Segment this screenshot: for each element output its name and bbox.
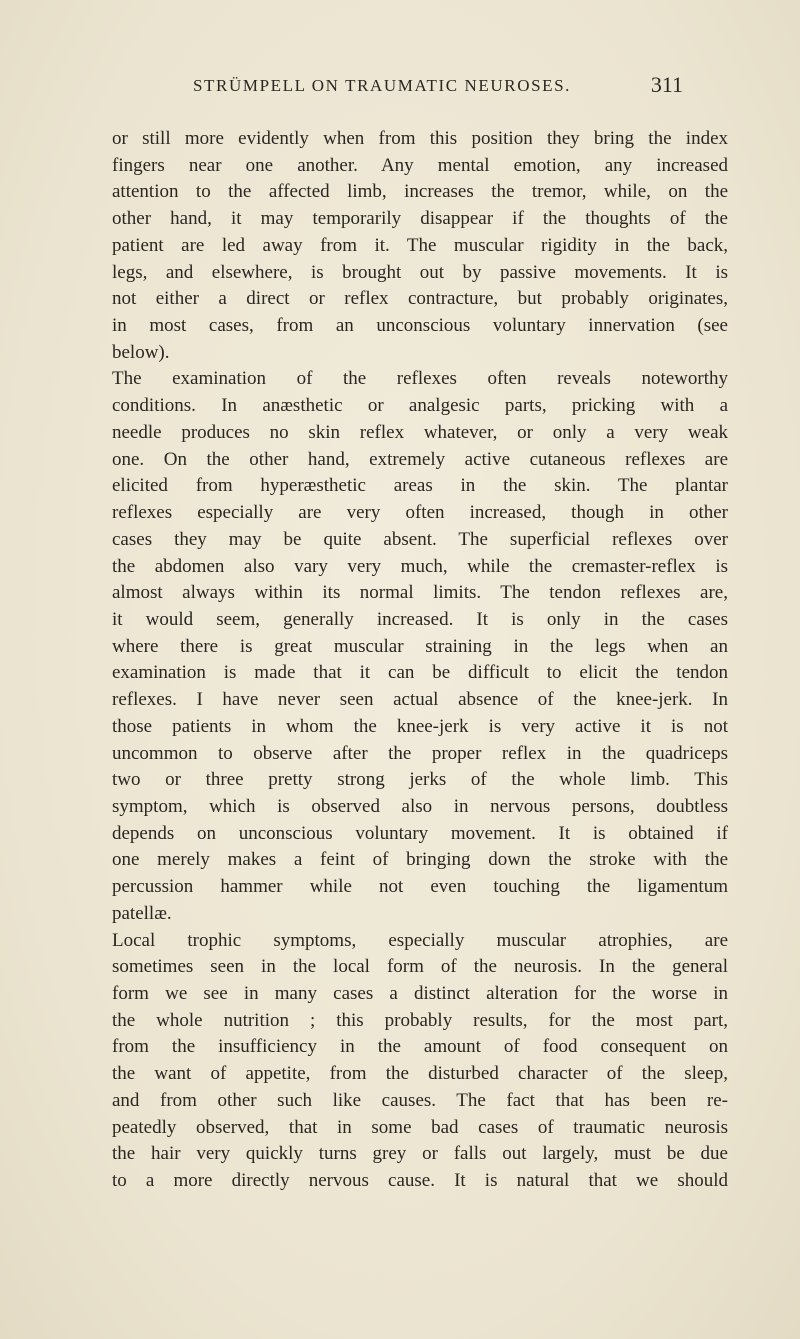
text-line: those patients in whom the knee-jerk is very active it is not [112, 715, 728, 737]
text-line: depends on unconscious voluntary movement. It is obtained if [112, 822, 728, 844]
page-number: 311 [650, 72, 683, 97]
running-head [193, 72, 683, 104]
running-title: STRÜMPELL ON TRAUMATIC NEUROSES. [193, 76, 572, 95]
text-line: below). [112, 341, 170, 363]
text-line: elicited from hyperæsthetic areas in the skin. The plantar [112, 475, 728, 497]
text-line: where there is great muscular straining in the legs when an [112, 635, 728, 657]
text-line: reflexes. I have never seen actual absence of the knee-jerk. In [112, 689, 728, 711]
text-line: peatedly observed, that in some bad cases of traumatic neurosis [112, 1116, 728, 1138]
paragraph-start-line: Local trophic symptoms, especially muscular atrophies, are [112, 929, 728, 951]
text-line: two or three pretty strong jerks of the whole limb. This [112, 769, 728, 791]
text-line: patellæ. [112, 902, 172, 924]
text-line: cases they may be quite absent. The superficial reflexes over [112, 528, 728, 550]
text-line: legs, and elsewhere, is brought out by passive movements. It is [112, 261, 728, 283]
text-line: almost always within its normal limits. The tendon reflexes are, [112, 582, 728, 604]
text-line: fingers near one another. Any mental emotion, any increased [112, 154, 728, 176]
text-line: and from other such like causes. The fact that has been re- [112, 1089, 728, 1111]
text-line: one. On the other hand, extremely active cutaneous reflexes are [112, 448, 728, 470]
text-line: or still more evidently when from this position they bring the index [112, 128, 728, 149]
text-line: it would seem, generally increased. It is only in the cases [112, 608, 728, 630]
text-line: form we see in many cases a distinct alteration for the worse in [112, 983, 728, 1004]
text-line: needle produces no skin reflex whatever, or only a very weak [112, 421, 728, 443]
text-line: the whole nutrition ; this probably results, for the most part, [112, 1009, 728, 1031]
text-line: other hand, it may temporarily disappear if the thoughts of the [112, 208, 728, 230]
text-line: in most cases, from an unconscious voluntary innervation (see [112, 315, 728, 337]
text-line: percussion hammer while not even touching the ligamentum [112, 876, 728, 898]
text-line: uncommon to observe after the proper reflex in the quadriceps [112, 742, 728, 764]
text-line: conditions. In anæsthetic or analgesic parts, pricking with a [112, 395, 728, 417]
text-line: sometimes seen in the local form of the neurosis. In the general [112, 956, 728, 978]
text-line: not either a direct or reflex contracture, but probably originates, [112, 288, 728, 310]
body-text [112, 126, 728, 1195]
text-line: attention to the affected limb, increases the tremor, while, on the [112, 181, 728, 203]
text-line: the hair very quickly turns grey or falls out largely, must be due [112, 1143, 728, 1165]
text-line: patient are led away from it. The muscular rigidity in the back, [112, 234, 728, 256]
text-line: the want of appetite, from the disturbed character of the sleep, [112, 1063, 728, 1085]
paragraph-start-line: The examination of the reflexes often reveals noteworthy [112, 368, 728, 390]
text-line: symptom, which is observed also in nervous persons, doubtless [112, 795, 728, 817]
text-line: to a more directly nervous cause. It is natural that we should [112, 1170, 728, 1192]
text-line: reflexes especially are very often increased, though in other [112, 502, 728, 524]
text-line: from the insufficiency in the amount of food consequent on [112, 1036, 728, 1058]
text-line: the abdomen also vary very much, while the cremaster-reflex is [112, 555, 728, 577]
text-line: one merely makes a feint of bringing down the stroke with the [112, 849, 728, 871]
text-line: examination is made that it can be difficult to elicit the tendon [112, 662, 728, 684]
